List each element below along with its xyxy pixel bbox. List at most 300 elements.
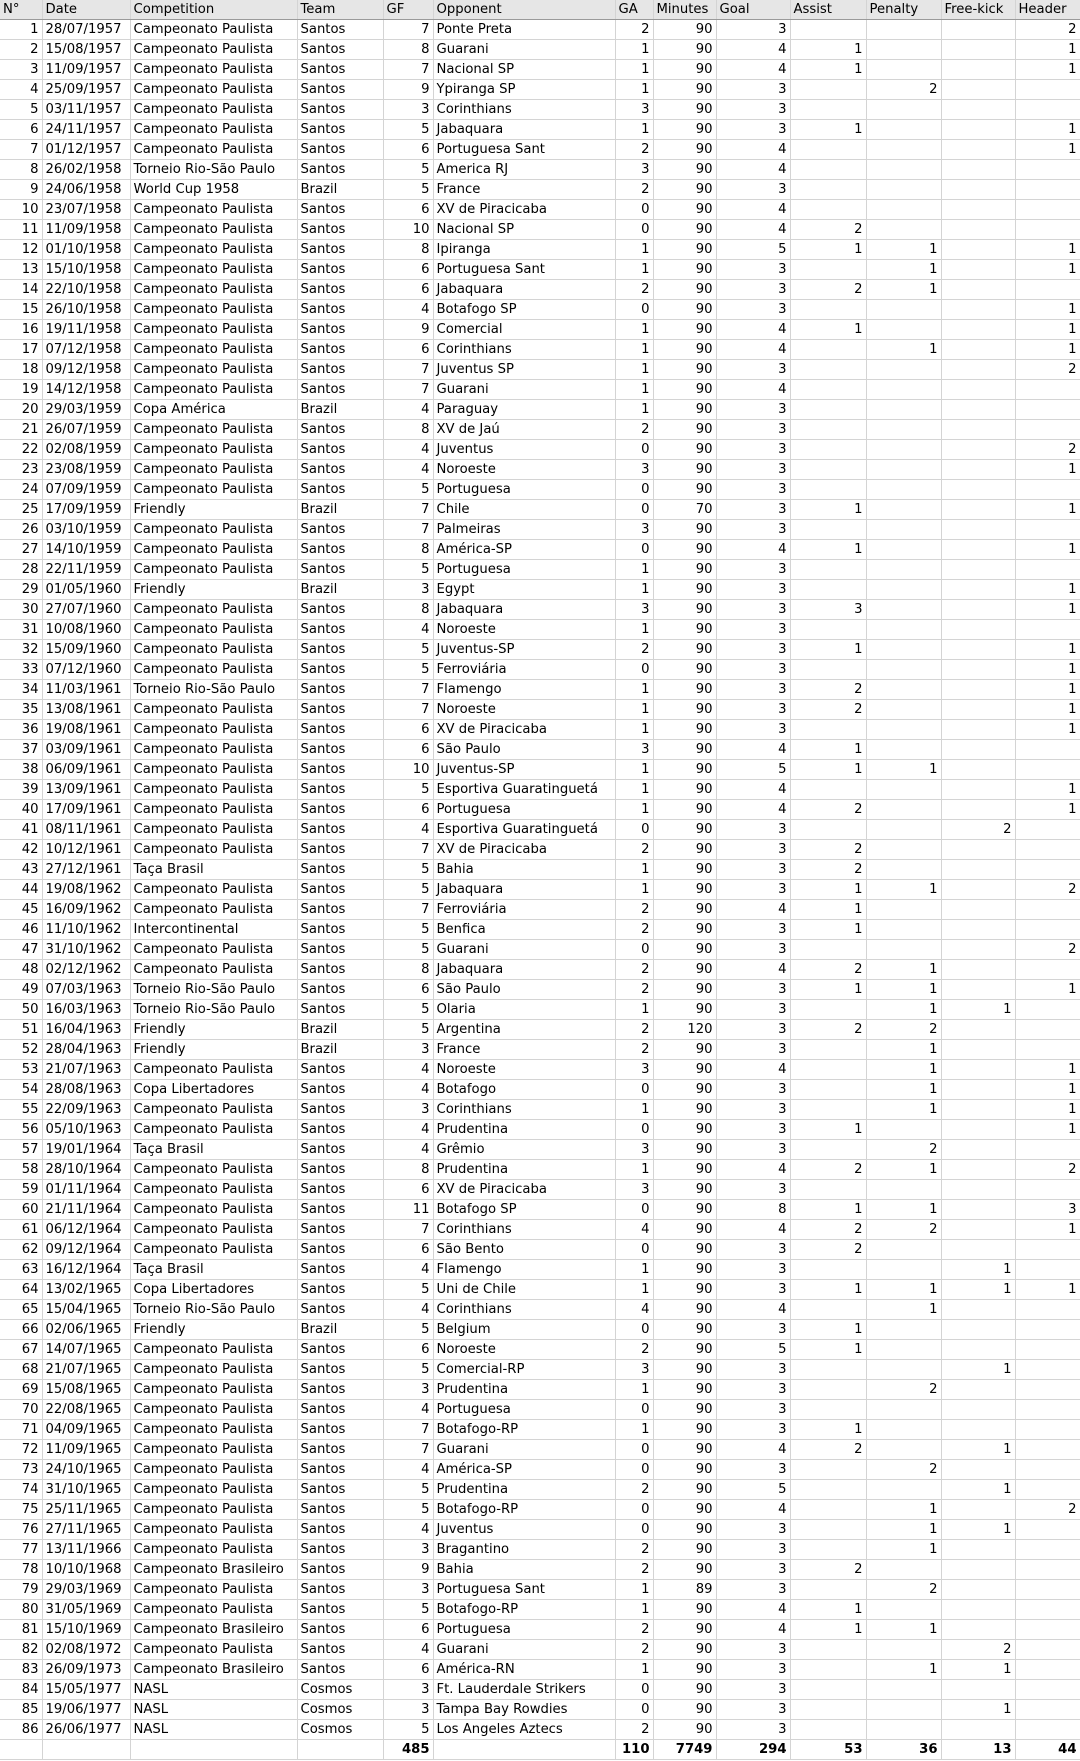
cell-penalty[interactable] xyxy=(866,180,941,200)
cell-ga[interactable]: 2 xyxy=(615,640,653,660)
cell-date[interactable]: 07/09/1959 xyxy=(42,480,130,500)
cell-date[interactable]: 03/10/1959 xyxy=(42,520,130,540)
cell-goal[interactable]: 4 xyxy=(716,40,790,60)
cell-opponent[interactable]: Ponte Preta xyxy=(433,20,615,40)
cell-goal[interactable]: 4 xyxy=(716,1220,790,1240)
cell-free-kick[interactable] xyxy=(941,640,1015,660)
cell-header[interactable]: 1 xyxy=(1015,720,1080,740)
cell-header[interactable]: 1 xyxy=(1015,1280,1080,1300)
cell-penalty[interactable]: 1 xyxy=(866,1280,941,1300)
cell-date[interactable]: 21/07/1963 xyxy=(42,1060,130,1080)
cell-header[interactable] xyxy=(1015,180,1080,200)
cell-no[interactable]: 30 xyxy=(0,600,42,620)
cell-ga[interactable]: 1 xyxy=(615,560,653,580)
cell-penalty[interactable] xyxy=(866,1640,941,1660)
cell-free-kick[interactable] xyxy=(941,120,1015,140)
cell-minutes[interactable]: 90 xyxy=(653,580,716,600)
cell-gf[interactable]: 7 xyxy=(383,900,433,920)
cell-opponent[interactable]: Esportiva Guaratinguetá xyxy=(433,780,615,800)
cell-header[interactable] xyxy=(1015,1020,1080,1040)
cell-header[interactable] xyxy=(1015,860,1080,880)
cell-header[interactable] xyxy=(1015,420,1080,440)
cell-opponent[interactable]: Esportiva Guaratinguetá xyxy=(433,820,615,840)
cell-penalty[interactable] xyxy=(866,200,941,220)
cell-minutes[interactable]: 90 xyxy=(653,340,716,360)
cell-competition[interactable]: Taça Brasil xyxy=(130,860,297,880)
cell-opponent[interactable]: Noroeste xyxy=(433,700,615,720)
cell-team[interactable]: Santos xyxy=(297,1420,383,1440)
cell-team[interactable]: Santos xyxy=(297,720,383,740)
cell-header[interactable]: 1 xyxy=(1015,240,1080,260)
cell-gf[interactable]: 6 xyxy=(383,1620,433,1640)
cell-team[interactable]: Brazil xyxy=(297,500,383,520)
cell-date[interactable]: 03/09/1961 xyxy=(42,740,130,760)
cell-date[interactable]: 21/11/1964 xyxy=(42,1200,130,1220)
cell-competition[interactable]: Taça Brasil xyxy=(130,1260,297,1280)
cell-penalty[interactable] xyxy=(866,1320,941,1340)
cell-penalty[interactable] xyxy=(866,360,941,380)
cell-date[interactable]: 15/08/1965 xyxy=(42,1380,130,1400)
cell-minutes[interactable]: 90 xyxy=(653,1240,716,1260)
cell-competition[interactable]: Campeonato Paulista xyxy=(130,1160,297,1180)
cell-assist[interactable]: 2 xyxy=(790,220,866,240)
cell-free-kick[interactable] xyxy=(941,540,1015,560)
cell-gf[interactable]: 7 xyxy=(383,20,433,40)
cell-goal[interactable]: 3 xyxy=(716,1420,790,1440)
cell-goal[interactable]: 3 xyxy=(716,700,790,720)
cell-free-kick[interactable]: 1 xyxy=(941,1480,1015,1500)
cell-minutes[interactable]: 90 xyxy=(653,1340,716,1360)
cell-date[interactable]: 03/11/1957 xyxy=(42,100,130,120)
cell-minutes[interactable]: 90 xyxy=(653,1460,716,1480)
cell-minutes[interactable]: 90 xyxy=(653,940,716,960)
cell-no[interactable]: 68 xyxy=(0,1360,42,1380)
cell-minutes[interactable]: 90 xyxy=(653,1080,716,1100)
cell-minutes[interactable]: 90 xyxy=(653,1140,716,1160)
cell-opponent[interactable]: America RJ xyxy=(433,160,615,180)
cell-ga[interactable]: 0 xyxy=(615,200,653,220)
cell-free-kick[interactable] xyxy=(941,620,1015,640)
cell-header[interactable]: 2 xyxy=(1015,20,1080,40)
cell-competition[interactable]: Campeonato Paulista xyxy=(130,420,297,440)
cell-minutes[interactable]: 90 xyxy=(653,280,716,300)
cell-goal[interactable]: 3 xyxy=(716,1700,790,1720)
cell-header[interactable] xyxy=(1015,160,1080,180)
cell-opponent[interactable]: Juventus xyxy=(433,440,615,460)
cell-header[interactable]: 1 xyxy=(1015,1220,1080,1240)
cell-opponent[interactable]: Juventus-SP xyxy=(433,760,615,780)
cell-free-kick[interactable] xyxy=(941,400,1015,420)
cell-gf[interactable]: 3 xyxy=(383,1380,433,1400)
cell-ga[interactable]: 0 xyxy=(615,1400,653,1420)
cell-opponent[interactable]: Noroeste xyxy=(433,620,615,640)
cell-gf[interactable]: 5 xyxy=(383,1500,433,1520)
cell-opponent[interactable]: Bahia xyxy=(433,860,615,880)
cell-no[interactable]: 49 xyxy=(0,980,42,1000)
cell-no[interactable]: 66 xyxy=(0,1320,42,1340)
cell-team[interactable]: Santos xyxy=(297,1080,383,1100)
cell-header[interactable]: 2 xyxy=(1015,1160,1080,1180)
cell-penalty[interactable] xyxy=(866,1400,941,1420)
cell-assist[interactable] xyxy=(790,460,866,480)
cell-ga[interactable]: 2 xyxy=(615,20,653,40)
cell-date[interactable]: 26/07/1959 xyxy=(42,420,130,440)
cell-team[interactable]: Santos xyxy=(297,200,383,220)
cell-goal[interactable]: 4 xyxy=(716,380,790,400)
cell-no[interactable]: 21 xyxy=(0,420,42,440)
cell-opponent[interactable]: Bahia xyxy=(433,1560,615,1580)
cell-team[interactable]: Santos xyxy=(297,60,383,80)
cell-ga[interactable]: 0 xyxy=(615,500,653,520)
cell-minutes[interactable]: 90 xyxy=(653,960,716,980)
cell-header[interactable] xyxy=(1015,1180,1080,1200)
cell-opponent[interactable]: Nacional SP xyxy=(433,220,615,240)
cell-no[interactable]: 44 xyxy=(0,880,42,900)
cell-header[interactable]: 1 xyxy=(1015,320,1080,340)
cell-competition[interactable]: Torneio Rio-São Paulo xyxy=(130,1300,297,1320)
cell-ga[interactable]: 1 xyxy=(615,340,653,360)
cell-gf[interactable]: 7 xyxy=(383,60,433,80)
cell-free-kick[interactable] xyxy=(941,340,1015,360)
cell-no[interactable]: 39 xyxy=(0,780,42,800)
cell-date[interactable]: 17/09/1959 xyxy=(42,500,130,520)
cell-header[interactable]: 1 xyxy=(1015,1100,1080,1120)
cell-assist[interactable]: 1 xyxy=(790,1120,866,1140)
cell-ga[interactable]: 3 xyxy=(615,1360,653,1380)
cell-free-kick[interactable]: 1 xyxy=(941,1000,1015,1020)
cell-gf[interactable]: 3 xyxy=(383,580,433,600)
cell-gf[interactable]: 4 xyxy=(383,400,433,420)
cell-date[interactable]: 02/08/1972 xyxy=(42,1640,130,1660)
cell-team[interactable]: Santos xyxy=(297,780,383,800)
cell-team[interactable]: Santos xyxy=(297,1500,383,1520)
cell-date[interactable]: 14/12/1958 xyxy=(42,380,130,400)
cell-opponent[interactable]: Juventus xyxy=(433,1520,615,1540)
cell-date[interactable]: 19/08/1961 xyxy=(42,720,130,740)
cell-gf[interactable]: 4 xyxy=(383,620,433,640)
cell-penalty[interactable] xyxy=(866,740,941,760)
column-header-no[interactable]: N° xyxy=(0,0,42,20)
cell-date[interactable]: 09/12/1964 xyxy=(42,1240,130,1260)
cell-no[interactable]: 8 xyxy=(0,160,42,180)
cell-assist[interactable] xyxy=(790,1720,866,1740)
cell-competition[interactable]: Campeonato Paulista xyxy=(130,280,297,300)
cell-no[interactable]: 78 xyxy=(0,1560,42,1580)
cell-ga[interactable]: 1 xyxy=(615,1600,653,1620)
cell-gf[interactable]: 7 xyxy=(383,700,433,720)
cell-team[interactable]: Santos xyxy=(297,1460,383,1480)
cell-header[interactable]: 1 xyxy=(1015,600,1080,620)
cell-assist[interactable] xyxy=(790,1360,866,1380)
cell-no[interactable]: 34 xyxy=(0,680,42,700)
cell-assist[interactable]: 3 xyxy=(790,600,866,620)
cell-team[interactable]: Santos xyxy=(297,560,383,580)
cell-penalty[interactable]: 2 xyxy=(866,1140,941,1160)
cell-minutes[interactable]: 90 xyxy=(653,840,716,860)
cell-free-kick[interactable] xyxy=(941,1680,1015,1700)
cell-header[interactable] xyxy=(1015,1000,1080,1020)
cell-competition[interactable]: Campeonato Paulista xyxy=(130,20,297,40)
cell-gf[interactable]: 4 xyxy=(383,460,433,480)
cell-opponent[interactable]: Grêmio xyxy=(433,1140,615,1160)
cell-assist[interactable] xyxy=(790,1140,866,1160)
cell-gf[interactable]: 3 xyxy=(383,1100,433,1120)
cell-opponent[interactable]: Flamengo xyxy=(433,1260,615,1280)
cell-assist[interactable]: 2 xyxy=(790,800,866,820)
cell-assist[interactable]: 1 xyxy=(790,1280,866,1300)
cell-team[interactable]: Santos xyxy=(297,840,383,860)
cell-ga[interactable]: 1 xyxy=(615,40,653,60)
cell-team[interactable]: Santos xyxy=(297,40,383,60)
cell-minutes[interactable]: 90 xyxy=(653,1660,716,1680)
cell-team[interactable]: Santos xyxy=(297,240,383,260)
cell-header[interactable] xyxy=(1015,820,1080,840)
cell-no[interactable]: 2 xyxy=(0,40,42,60)
cell-goal[interactable]: 3 xyxy=(716,880,790,900)
cell-gf[interactable]: 7 xyxy=(383,500,433,520)
cell-team[interactable]: Santos xyxy=(297,880,383,900)
cell-team[interactable]: Santos xyxy=(297,640,383,660)
cell-competition[interactable]: Campeonato Paulista xyxy=(130,200,297,220)
cell-free-kick[interactable] xyxy=(941,1100,1015,1120)
cell-competition[interactable]: Taça Brasil xyxy=(130,1140,297,1160)
cell-gf[interactable]: 8 xyxy=(383,600,433,620)
cell-no[interactable]: 82 xyxy=(0,1640,42,1660)
cell-penalty[interactable] xyxy=(866,640,941,660)
cell-ga[interactable]: 2 xyxy=(615,1020,653,1040)
cell-header[interactable] xyxy=(1015,80,1080,100)
cell-competition[interactable]: Campeonato Brasileiro xyxy=(130,1560,297,1580)
cell-minutes[interactable]: 90 xyxy=(653,260,716,280)
cell-competition[interactable]: Campeonato Paulista xyxy=(130,700,297,720)
cell-free-kick[interactable] xyxy=(941,1220,1015,1240)
cell-goal[interactable]: 3 xyxy=(716,1100,790,1120)
cell-penalty[interactable] xyxy=(866,20,941,40)
cell-penalty[interactable] xyxy=(866,140,941,160)
cell-penalty[interactable]: 1 xyxy=(866,1660,941,1680)
cell-goal[interactable]: 4 xyxy=(716,1500,790,1520)
cell-gf[interactable]: 4 xyxy=(383,1640,433,1660)
cell-no[interactable]: 63 xyxy=(0,1260,42,1280)
cell-assist[interactable]: 1 xyxy=(790,900,866,920)
cell-date[interactable]: 22/11/1959 xyxy=(42,560,130,580)
cell-gf[interactable]: 4 xyxy=(383,1120,433,1140)
cell-gf[interactable]: 6 xyxy=(383,720,433,740)
cell-assist[interactable]: 2 xyxy=(790,280,866,300)
cell-penalty[interactable] xyxy=(866,1340,941,1360)
cell-opponent[interactable]: Corinthians xyxy=(433,1300,615,1320)
cell-header[interactable] xyxy=(1015,1040,1080,1060)
cell-no[interactable]: 79 xyxy=(0,1580,42,1600)
cell-team[interactable]: Santos xyxy=(297,940,383,960)
cell-header[interactable] xyxy=(1015,920,1080,940)
cell-penalty[interactable] xyxy=(866,860,941,880)
cell-goal[interactable]: 3 xyxy=(716,620,790,640)
cell-gf[interactable]: 9 xyxy=(383,320,433,340)
cell-penalty[interactable] xyxy=(866,120,941,140)
cell-goal[interactable]: 4 xyxy=(716,780,790,800)
total-opponent[interactable] xyxy=(433,1740,615,1760)
cell-date[interactable]: 01/10/1958 xyxy=(42,240,130,260)
cell-ga[interactable]: 2 xyxy=(615,280,653,300)
cell-team[interactable]: Santos xyxy=(297,1200,383,1220)
cell-no[interactable]: 67 xyxy=(0,1340,42,1360)
cell-minutes[interactable]: 90 xyxy=(653,1600,716,1620)
cell-competition[interactable]: Campeonato Paulista xyxy=(130,1580,297,1600)
cell-competition[interactable]: Campeonato Paulista xyxy=(130,1060,297,1080)
cell-opponent[interactable]: Olaria xyxy=(433,1000,615,1020)
cell-goal[interactable]: 5 xyxy=(716,1340,790,1360)
cell-opponent[interactable]: France xyxy=(433,180,615,200)
cell-goal[interactable]: 3 xyxy=(716,1040,790,1060)
cell-header[interactable]: 1 xyxy=(1015,660,1080,680)
cell-penalty[interactable]: 1 xyxy=(866,1620,941,1640)
cell-opponent[interactable]: São Bento xyxy=(433,1240,615,1260)
cell-penalty[interactable] xyxy=(866,1180,941,1200)
cell-no[interactable]: 74 xyxy=(0,1480,42,1500)
cell-ga[interactable]: 1 xyxy=(615,800,653,820)
cell-assist[interactable] xyxy=(790,160,866,180)
cell-opponent[interactable]: Nacional SP xyxy=(433,60,615,80)
cell-ga[interactable]: 1 xyxy=(615,680,653,700)
cell-no[interactable]: 36 xyxy=(0,720,42,740)
cell-ga[interactable]: 2 xyxy=(615,1640,653,1660)
cell-assist[interactable]: 1 xyxy=(790,500,866,520)
cell-header[interactable] xyxy=(1015,620,1080,640)
cell-header[interactable]: 1 xyxy=(1015,260,1080,280)
cell-no[interactable]: 72 xyxy=(0,1440,42,1460)
column-header-goal[interactable]: Goal xyxy=(716,0,790,20)
cell-gf[interactable]: 5 xyxy=(383,920,433,940)
cell-ga[interactable]: 1 xyxy=(615,400,653,420)
cell-free-kick[interactable] xyxy=(941,580,1015,600)
cell-gf[interactable]: 4 xyxy=(383,440,433,460)
cell-ga[interactable]: 0 xyxy=(615,480,653,500)
cell-opponent[interactable]: XV de Piracicaba xyxy=(433,1180,615,1200)
cell-competition[interactable]: Campeonato Paulista xyxy=(130,1200,297,1220)
cell-assist[interactable] xyxy=(790,720,866,740)
cell-no[interactable]: 22 xyxy=(0,440,42,460)
cell-assist[interactable]: 1 xyxy=(790,320,866,340)
cell-gf[interactable]: 11 xyxy=(383,1200,433,1220)
cell-free-kick[interactable]: 1 xyxy=(941,1520,1015,1540)
cell-competition[interactable]: Torneio Rio-São Paulo xyxy=(130,680,297,700)
cell-team[interactable]: Santos xyxy=(297,1520,383,1540)
cell-opponent[interactable]: Jabaquara xyxy=(433,120,615,140)
cell-assist[interactable]: 1 xyxy=(790,1620,866,1640)
cell-penalty[interactable] xyxy=(866,660,941,680)
cell-header[interactable]: 2 xyxy=(1015,940,1080,960)
cell-header[interactable]: 1 xyxy=(1015,700,1080,720)
cell-team[interactable]: Santos xyxy=(297,1600,383,1620)
cell-penalty[interactable] xyxy=(866,420,941,440)
cell-ga[interactable]: 2 xyxy=(615,840,653,860)
cell-opponent[interactable]: XV de Piracicaba xyxy=(433,840,615,860)
cell-goal[interactable]: 3 xyxy=(716,840,790,860)
cell-goal[interactable]: 3 xyxy=(716,1720,790,1740)
cell-goal[interactable]: 4 xyxy=(716,1300,790,1320)
cell-minutes[interactable]: 90 xyxy=(653,1180,716,1200)
cell-competition[interactable]: Campeonato Paulista xyxy=(130,800,297,820)
cell-ga[interactable]: 3 xyxy=(615,460,653,480)
cell-team[interactable]: Santos xyxy=(297,980,383,1000)
cell-competition[interactable]: Campeonato Paulista xyxy=(130,620,297,640)
cell-opponent[interactable]: Portuguesa xyxy=(433,1400,615,1420)
cell-free-kick[interactable] xyxy=(941,1020,1015,1040)
cell-header[interactable] xyxy=(1015,1440,1080,1460)
cell-header[interactable] xyxy=(1015,1320,1080,1340)
cell-ga[interactable]: 1 xyxy=(615,580,653,600)
cell-date[interactable]: 24/11/1957 xyxy=(42,120,130,140)
cell-free-kick[interactable] xyxy=(941,1180,1015,1200)
cell-date[interactable]: 10/10/1968 xyxy=(42,1560,130,1580)
cell-minutes[interactable]: 70 xyxy=(653,500,716,520)
cell-opponent[interactable]: Ft. Lauderdale Strikers xyxy=(433,1680,615,1700)
cell-competition[interactable]: Campeonato Brasileiro xyxy=(130,1620,297,1640)
cell-free-kick[interactable] xyxy=(941,300,1015,320)
cell-ga[interactable]: 3 xyxy=(615,520,653,540)
cell-team[interactable]: Santos xyxy=(297,1360,383,1380)
cell-assist[interactable] xyxy=(790,1640,866,1660)
cell-assist[interactable]: 1 xyxy=(790,980,866,1000)
cell-gf[interactable]: 4 xyxy=(383,1400,433,1420)
cell-assist[interactable] xyxy=(790,620,866,640)
cell-assist[interactable]: 1 xyxy=(790,60,866,80)
cell-assist[interactable]: 1 xyxy=(790,120,866,140)
cell-assist[interactable]: 2 xyxy=(790,860,866,880)
cell-gf[interactable]: 7 xyxy=(383,840,433,860)
cell-penalty[interactable] xyxy=(866,1680,941,1700)
cell-competition[interactable]: Campeonato Paulista xyxy=(130,840,297,860)
cell-date[interactable]: 21/07/1965 xyxy=(42,1360,130,1380)
cell-gf[interactable]: 8 xyxy=(383,960,433,980)
cell-date[interactable]: 26/02/1958 xyxy=(42,160,130,180)
cell-header[interactable] xyxy=(1015,400,1080,420)
cell-opponent[interactable]: Los Angeles Aztecs xyxy=(433,1720,615,1740)
cell-competition[interactable]: Campeonato Paulista xyxy=(130,1520,297,1540)
cell-free-kick[interactable] xyxy=(941,1420,1015,1440)
cell-assist[interactable] xyxy=(790,940,866,960)
cell-assist[interactable]: 2 xyxy=(790,1020,866,1040)
cell-opponent[interactable]: Portuguesa xyxy=(433,480,615,500)
cell-header[interactable] xyxy=(1015,1380,1080,1400)
cell-team[interactable]: Santos xyxy=(297,680,383,700)
cell-free-kick[interactable] xyxy=(941,1580,1015,1600)
cell-ga[interactable]: 2 xyxy=(615,420,653,440)
cell-goal[interactable]: 3 xyxy=(716,1400,790,1420)
cell-no[interactable]: 35 xyxy=(0,700,42,720)
cell-competition[interactable]: Campeonato Paulista xyxy=(130,100,297,120)
cell-goal[interactable]: 3 xyxy=(716,660,790,680)
cell-date[interactable]: 19/08/1962 xyxy=(42,880,130,900)
cell-competition[interactable]: NASL xyxy=(130,1720,297,1740)
cell-competition[interactable]: Campeonato Paulista xyxy=(130,340,297,360)
cell-team[interactable]: Santos xyxy=(297,800,383,820)
cell-team[interactable]: Cosmos xyxy=(297,1680,383,1700)
cell-gf[interactable]: 5 xyxy=(383,1000,433,1020)
cell-gf[interactable]: 5 xyxy=(383,180,433,200)
cell-ga[interactable]: 4 xyxy=(615,1300,653,1320)
cell-no[interactable]: 48 xyxy=(0,960,42,980)
cell-no[interactable]: 7 xyxy=(0,140,42,160)
cell-competition[interactable]: Campeonato Paulista xyxy=(130,820,297,840)
cell-ga[interactable]: 0 xyxy=(615,540,653,560)
cell-ga[interactable]: 0 xyxy=(615,300,653,320)
cell-assist[interactable] xyxy=(790,1100,866,1120)
column-header-minutes[interactable]: Minutes xyxy=(653,0,716,20)
cell-penalty[interactable] xyxy=(866,220,941,240)
cell-opponent[interactable]: Noroeste xyxy=(433,1340,615,1360)
